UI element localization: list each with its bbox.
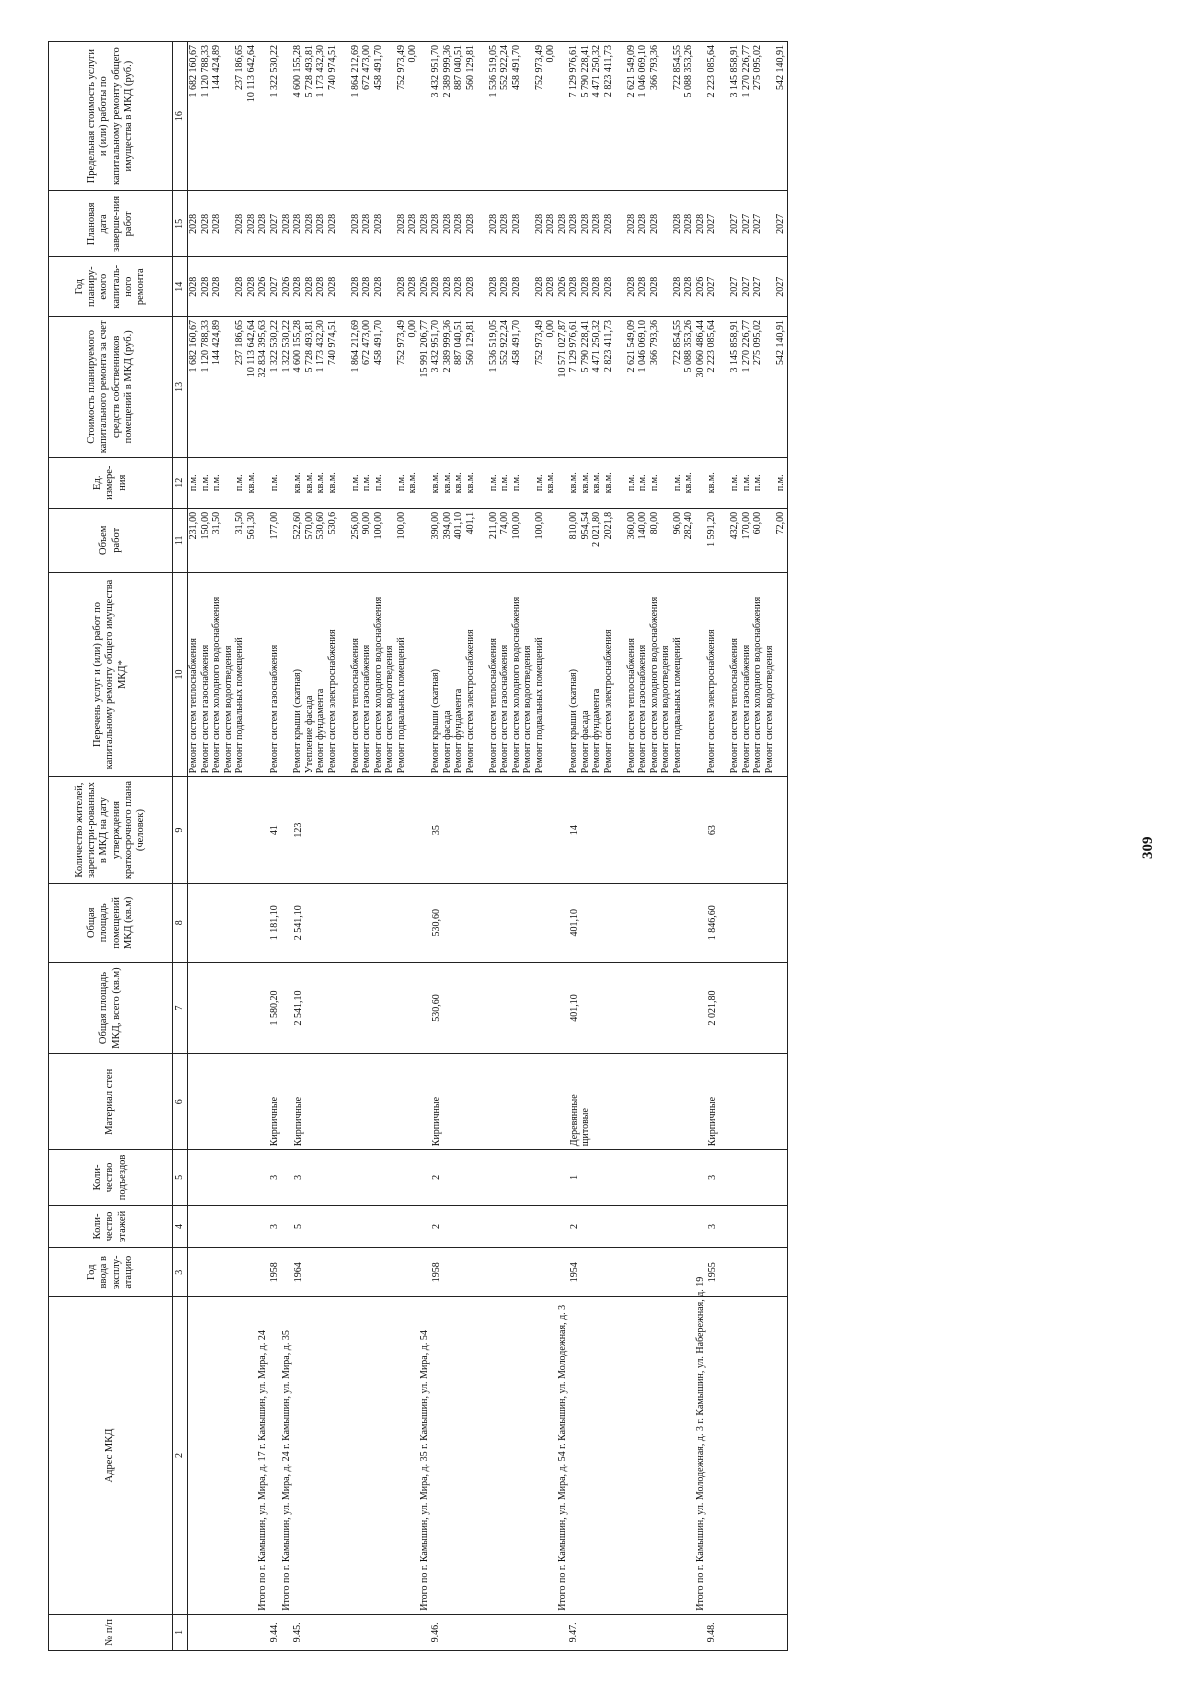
address-cell: Итого по г. Камышин, ул. Мира, д. 17 г. Камышин, ул. Мира, д. 24: [257, 1297, 281, 1615]
works-list-cell: Ремонт крыши (скатная) Ремонт фасада Ремонт фундамента Ремонт систем электроснабжения Ремонт систем теплоснабжения Ремонт систем газоснабжения Ремонт систем холодного водоснабжения Ремонт систем водоотведения Ремонт подвальных помещений: [419, 572, 557, 777]
floors-cell: 3: [695, 1205, 788, 1248]
col-index: 14: [173, 257, 188, 317]
total-area-cell: [188, 962, 258, 1054]
max-cost-cell: 4 600 155,28 5 728 493,81 1 173 432,30 740 974,51 1 864 212,69 672 473,00 458 491,70 752 973,49 0,00: [281, 42, 419, 191]
col-index: 7: [173, 962, 188, 1054]
cost-cell: 32 834 395,63 1 322 530,22: [257, 317, 281, 458]
repair-year-cell: 2028 2028 2028 2028 2028: [188, 257, 258, 317]
page-number: 309: [1140, 836, 1156, 859]
premises-area-cell: 530,60: [419, 883, 557, 962]
col-header: Стоимость планируемого капитального ремонта за счет средств собственников помещений в МКД (руб.): [49, 317, 173, 458]
row-number: 9.45.: [281, 1614, 419, 1650]
entrances-cell: 3: [695, 1150, 788, 1205]
col-header: Общая площадь помещений МКД (кв.м): [49, 883, 173, 962]
row-number: 9.47.: [557, 1614, 695, 1650]
col-index: 12: [173, 457, 188, 508]
wall-material-cell: Деревянные щитовые: [557, 1054, 695, 1150]
completion-date-cell: 2028 2027 2027 2027 2027 2027: [695, 191, 788, 257]
row-number: [188, 1614, 258, 1650]
total-area-cell: 2 021,80: [695, 962, 788, 1054]
table-row: [695, 42, 788, 1651]
cost-cell: 10 571 027,87 7 129 976,61 5 790 228,41 4 471 250,32 2 823 411,73 2 621 549,09 1 046 069,10 366 793,36 722 854,55 5 088 353,26: [557, 317, 695, 458]
total-area-cell: 401,10: [557, 962, 695, 1054]
address-cell: Итого по г. Камышин, ул. Молодежная, д. 3 г. Камышин, ул. Набережная, д. 19: [695, 1297, 788, 1615]
works-list-cell: Ремонт крыши (скатная) Утепление фасада Ремонт фундамента Ремонт систем электроснабжения Ремонт систем теплоснабжения Ремонт систем газоснабжения Ремонт систем холодного водоснабжения Ремонт систем водоотведения Ремонт подвальных помещений: [281, 572, 419, 777]
repair-year-cell: 2026 2027: [257, 257, 281, 317]
repair-year-cell: 2026 2028 2028 2028 2028 2028 2028 2028 2028 2028: [281, 257, 419, 317]
table-row: [257, 42, 281, 1651]
cost-cell: 1 682 160,67 1 120 788,33 144 424,89 237 186,65 10 113 642,64: [188, 317, 258, 458]
completion-date-cell: 2028 2028 2028 2028 2028 2028 2028 2028 2028 2028: [281, 191, 419, 257]
col-index: 1: [173, 1614, 188, 1650]
cost-cell: 30 060 486,44 2 223 085,64 3 145 858,91 1 270 226,77 275 095,02 542 140,91: [695, 317, 788, 458]
year-built-cell: 1958: [419, 1248, 557, 1297]
col-header: Объем работ: [49, 508, 173, 572]
floors-cell: 2: [557, 1205, 695, 1248]
col-index: 10: [173, 572, 188, 777]
table-body: [188, 42, 788, 1651]
entrances-cell: 2: [419, 1150, 557, 1205]
year-built-cell: [188, 1248, 258, 1297]
col-header: Коли-чество подъездов: [49, 1150, 173, 1205]
table-row: [188, 42, 258, 1651]
col-header: Предельная стоимость услуги и (или) работы по капитальному ремонту общего имущества в МКД (руб.): [49, 42, 173, 191]
address-cell: Итого по г. Камышин, ул. Мира, д. 24 г. Камышин, ул. Мира, д. 35: [281, 1297, 419, 1615]
entrances-cell: [188, 1150, 258, 1205]
address-cell: Итого по г. Камышин, ул. Мира, д. 54 г. Камышин, ул. Молодежная, д. 3: [557, 1297, 695, 1615]
unit-cell: кв.м. п.м. п.м. п.м. п.м.: [695, 457, 788, 508]
residents-cell: 63: [695, 777, 788, 884]
residents-cell: 41: [257, 777, 281, 884]
col-index: 3: [173, 1248, 188, 1297]
repair-year-cell: 2026 2028 2028 2028 2028 2028 2028 2028 2028 2028: [557, 257, 695, 317]
repair-year-cell: 2026 2027 2027 2027 2027 2027: [695, 257, 788, 317]
col-index: 5: [173, 1150, 188, 1205]
floors-cell: 2: [419, 1205, 557, 1248]
unit-cell: кв.м. кв.м. кв.м. кв.м. п.м. п.м. п.м. п.м. кв.м.: [281, 457, 419, 508]
completion-date-cell: 2028 2028 2028 2028 2028: [188, 191, 258, 257]
repair-plan-table: [48, 41, 788, 1651]
premises-area-cell: 1 181,10: [257, 883, 281, 962]
table-row: [281, 42, 419, 1651]
total-area-cell: 2 541,10: [281, 962, 419, 1054]
col-header: Коли-чество этажей: [49, 1205, 173, 1248]
residents-cell: 35: [419, 777, 557, 884]
max-cost-cell: 1 682 160,67 1 120 788,33 144 424,89 237 186,65 10 113 642,64: [188, 42, 258, 191]
cost-cell: 15 991 206,77 3 432 951,70 2 389 999,36 887 040,51 560 129,81 1 536 519,05 552 922,24 458 491,70 752 973,49 0,00: [419, 317, 557, 458]
col-index: 8: [173, 883, 188, 962]
max-cost-cell: 1 322 530,22: [257, 42, 281, 191]
col-header: Адрес МКД: [49, 1297, 173, 1615]
col-index: 13: [173, 317, 188, 458]
floors-cell: [188, 1205, 258, 1248]
header-row: [49, 42, 173, 1651]
col-header: Год ввода в эксплу-атацию: [49, 1248, 173, 1297]
premises-area-cell: 401,10: [557, 883, 695, 962]
works-list-cell: Ремонт систем электроснабжения Ремонт систем теплоснабжения Ремонт систем газоснабжения Ремонт систем холодного водоснабжения Ремонт систем водоотведения: [695, 572, 788, 777]
works-list-cell: Ремонт систем теплоснабжения Ремонт систем газоснабжения Ремонт систем холодного водоснабжения Ремонт систем водоотведения Ремонт подвальных помещений: [188, 572, 258, 777]
col-index: 11: [173, 508, 188, 572]
year-built-cell: 1955: [695, 1248, 788, 1297]
col-index: 4: [173, 1205, 188, 1248]
wall-material-cell: Кирпичные: [419, 1054, 557, 1150]
row-number: 9.46.: [419, 1614, 557, 1650]
address-cell: [188, 1297, 258, 1615]
col-index: 2: [173, 1297, 188, 1615]
volume-cell: 1 591,20 432,00 170,00 60,00 72,00: [695, 508, 788, 572]
year-built-cell: 1954: [557, 1248, 695, 1297]
col-header: Количество жителей, зарегистри-рованных в МКД на дату утверждения краткосрочного плана (человек): [49, 777, 173, 884]
volume-cell: 390,00 394,00 401,10 401,1 211,00 74,00 100,00 100,00: [419, 508, 557, 572]
table-row: [419, 42, 557, 1651]
max-cost-cell: 2 223 085,64 3 145 858,91 1 270 226,77 275 095,02 542 140,91: [695, 42, 788, 191]
wall-material-cell: Кирпичные: [257, 1054, 281, 1150]
col-header: Общая площадь МКД, всего (кв.м): [49, 962, 173, 1054]
address-cell: Итого по г. Камышин, ул. Мира, д. 35 г. Камышин, ул. Мира, д. 54: [419, 1297, 557, 1615]
row-number: 9.48.: [695, 1614, 788, 1650]
table-row: [557, 42, 695, 1651]
residents-cell: 14: [557, 777, 695, 884]
unit-cell: п.м. п.м. п.м. п.м. кв.м.: [188, 457, 258, 508]
col-index: 16: [173, 42, 188, 191]
unit-cell: п.м.: [257, 457, 281, 508]
works-list-cell: Ремонт систем газоснабжения: [257, 572, 281, 777]
entrances-cell: 1: [557, 1150, 695, 1205]
volume-cell: 231,00 150,00 31,50 31,50 561,30: [188, 508, 258, 572]
total-area-cell: 530,60: [419, 962, 557, 1054]
volume-cell: 522,60 570,00 530,60 530,6 256,00 90,00 100,00 100,00: [281, 508, 419, 572]
year-built-cell: 1958: [257, 1248, 281, 1297]
unit-cell: кв.м. кв.м. кв.м. кв.м. п.м. п.м. п.м. п.м. кв.м.: [557, 457, 695, 508]
entrances-cell: 3: [257, 1150, 281, 1205]
works-list-cell: Ремонт крыши (скатная) Ремонт фасада Ремонт фундамента Ремонт систем электроснабжения Ремонт систем теплоснабжения Ремонт систем газоснабжения Ремонт систем холодного водоснабжения Ремонт систем водоотведения Ремонт подвальных помещений: [557, 572, 695, 777]
floors-cell: 3: [257, 1205, 281, 1248]
wall-material-cell: Кирпичные: [281, 1054, 419, 1150]
premises-area-cell: 2 541,10: [281, 883, 419, 962]
completion-date-cell: 2028 2028 2028 2028 2028 2028 2028 2028 2028 2028: [557, 191, 695, 257]
max-cost-cell: 7 129 976,61 5 790 228,41 4 471 250,32 2 823 411,73 2 621 549,09 1 046 069,10 366 793,36 722 854,55 5 088 353,26: [557, 42, 695, 191]
repair-plan-table-wrap: [0, 41, 788, 1697]
col-header: № п/п: [49, 1614, 173, 1650]
residents-cell: [188, 777, 258, 884]
volume-cell: 177,00: [257, 508, 281, 572]
col-index: 6: [173, 1054, 188, 1150]
col-index: 15: [173, 191, 188, 257]
residents-cell: 123: [281, 777, 419, 884]
total-area-cell: 1 580,20: [257, 962, 281, 1054]
completion-date-cell: 2028 2027: [257, 191, 281, 257]
entrances-cell: 3: [281, 1150, 419, 1205]
col-header: Год планиру-емого капиталь-ного ремонта: [49, 257, 173, 317]
wall-material-cell: [188, 1054, 258, 1150]
col-header: Плановая дата заверше-ния работ: [49, 191, 173, 257]
max-cost-cell: 3 432 951,70 2 389 999,36 887 040,51 560 129,81 1 536 519,05 552 922,24 458 491,70 752 973,49 0,00: [419, 42, 557, 191]
col-header: Материал стен: [49, 1054, 173, 1150]
wall-material-cell: Кирпичные: [695, 1054, 788, 1150]
premises-area-cell: 1 846,60: [695, 883, 788, 962]
floors-cell: 5: [281, 1205, 419, 1248]
unit-cell: кв.м. кв.м. кв.м. кв.м. п.м. п.м. п.м. п.м. кв.м.: [419, 457, 557, 508]
premises-area-cell: [188, 883, 258, 962]
cost-cell: 1 322 530,22 4 600 155,28 5 728 493,81 1 173 432,30 740 974,51 1 864 212,69 672 473,00 458 491,70 752 973,49 0,00: [281, 317, 419, 458]
column-index-row: [173, 42, 188, 1651]
col-header: Перечень услуг и (или) работ по капитальному ремонту общего имущества МКД*: [49, 572, 173, 777]
volume-cell: 810,00 954,54 2 021,80 2021,8 360,00 140,00 80,00 96,00 282,40: [557, 508, 695, 572]
col-index: 9: [173, 777, 188, 884]
col-header: Ед. измере-ния: [49, 457, 173, 508]
row-number: 9.44.: [257, 1614, 281, 1650]
completion-date-cell: 2028 2028 2028 2028 2028 2028 2028 2028 2028 2028: [419, 191, 557, 257]
repair-year-cell: 2026 2028 2028 2028 2028 2028 2028 2028 2028 2028: [419, 257, 557, 317]
year-built-cell: 1964: [281, 1248, 419, 1297]
